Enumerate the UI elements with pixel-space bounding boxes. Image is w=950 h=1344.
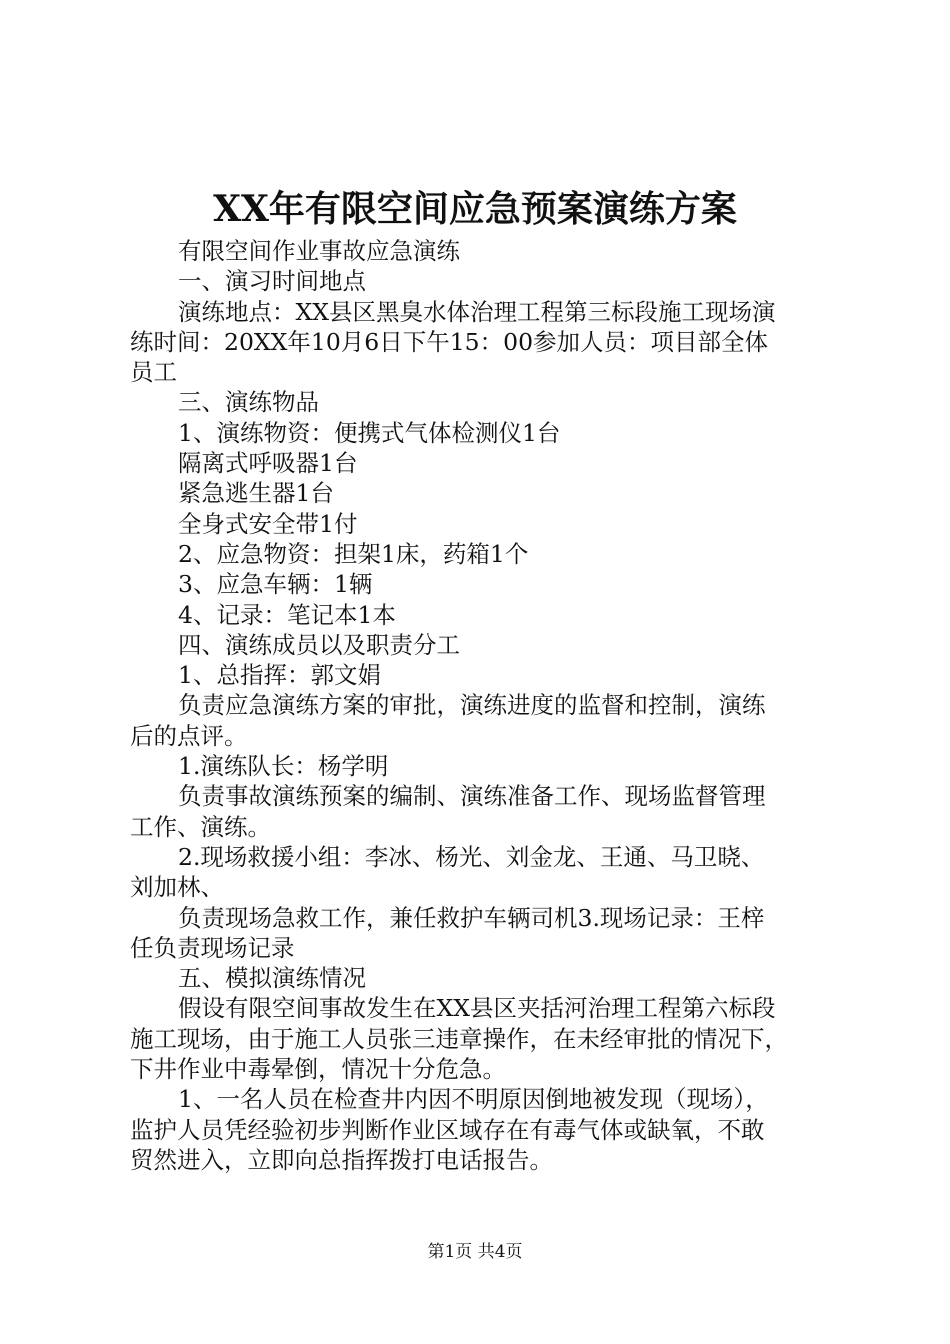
paragraph-line: 后的点评。 xyxy=(130,721,248,750)
document-title: XX年有限空间应急预案演练方案 xyxy=(213,188,737,230)
page-footer: 第1页 共4页 xyxy=(427,1242,523,1262)
paragraph-line: 监护人员凭经验初步判断作业区域存在有毒气体或缺氧，不敢 xyxy=(130,1115,765,1144)
list-item: 隔离式呼吸器1台 xyxy=(178,449,358,478)
paragraph-line: 负责事故演练预案的编制、演练准备工作、现场监督管理 xyxy=(178,782,766,811)
list-item: 2.现场救援小组：李冰、杨光、刘金龙、王通、马卫晓、 xyxy=(178,842,765,871)
section-heading: 五、模拟演练情况 xyxy=(178,964,366,993)
section-heading: 四、演练成员以及职责分工 xyxy=(178,630,460,659)
list-item: 3、应急车辆：1辆 xyxy=(178,570,373,599)
paragraph-line: 刘加林、 xyxy=(130,873,224,902)
list-item: 1、一名人员在检查井内因不明原因倒地被发现（现场）， xyxy=(178,1085,769,1114)
list-item: 1、总指挥：郭文娟 xyxy=(178,661,381,690)
paragraph-line: 假设有限空间事故发生在XX县区夹括河治理工程第六标段 xyxy=(178,994,776,1023)
paragraph-line: 员工 xyxy=(130,358,177,387)
paragraph-line: 贸然进入，立即向总指挥拨打电话报告。 xyxy=(130,1145,553,1174)
section-heading: 一、演习时间地点 xyxy=(178,267,366,296)
list-item: 1.演练队长：杨学明 xyxy=(178,752,389,781)
paragraph-line: 施工现场，由于施工人员张三违章操作，在未经审批的情况下， xyxy=(130,1024,788,1053)
document-body xyxy=(130,236,830,1175)
paragraph-line: 负责应急演练方案的审批，演练进度的监督和控制，演练 xyxy=(178,691,766,720)
paragraph-line: 有限空间作业事故应急演练 xyxy=(178,237,460,265)
paragraph-line: 负责现场急救工作，兼任救护车辆司机3.现场记录：王梓 xyxy=(178,903,765,932)
list-item: 全身式安全带1付 xyxy=(178,509,358,538)
paragraph-line: 演练地点：XX县区黑臭水体治理工程第三标段施工现场演 xyxy=(178,297,776,326)
paragraph-line: 练时间：20XX年10月6日下午15：00参加人员：项目部全体 xyxy=(130,327,769,356)
list-item: 1、演练物资：便携式气体检测仪1台 xyxy=(178,418,561,447)
paragraph-line: 下井作业中毒晕倒，情况十分危急。 xyxy=(130,1055,506,1084)
list-item: 4、记录：笔记本1本 xyxy=(178,600,396,629)
section-heading: 三、演练物品 xyxy=(178,388,319,417)
paragraph-line: 工作、演练。 xyxy=(130,812,271,841)
list-item: 2、应急物资：担架1床，药箱1个 xyxy=(178,539,529,568)
list-item: 紧急逃生器1台 xyxy=(178,479,334,508)
paragraph-line: 任负责现场记录 xyxy=(130,933,295,962)
